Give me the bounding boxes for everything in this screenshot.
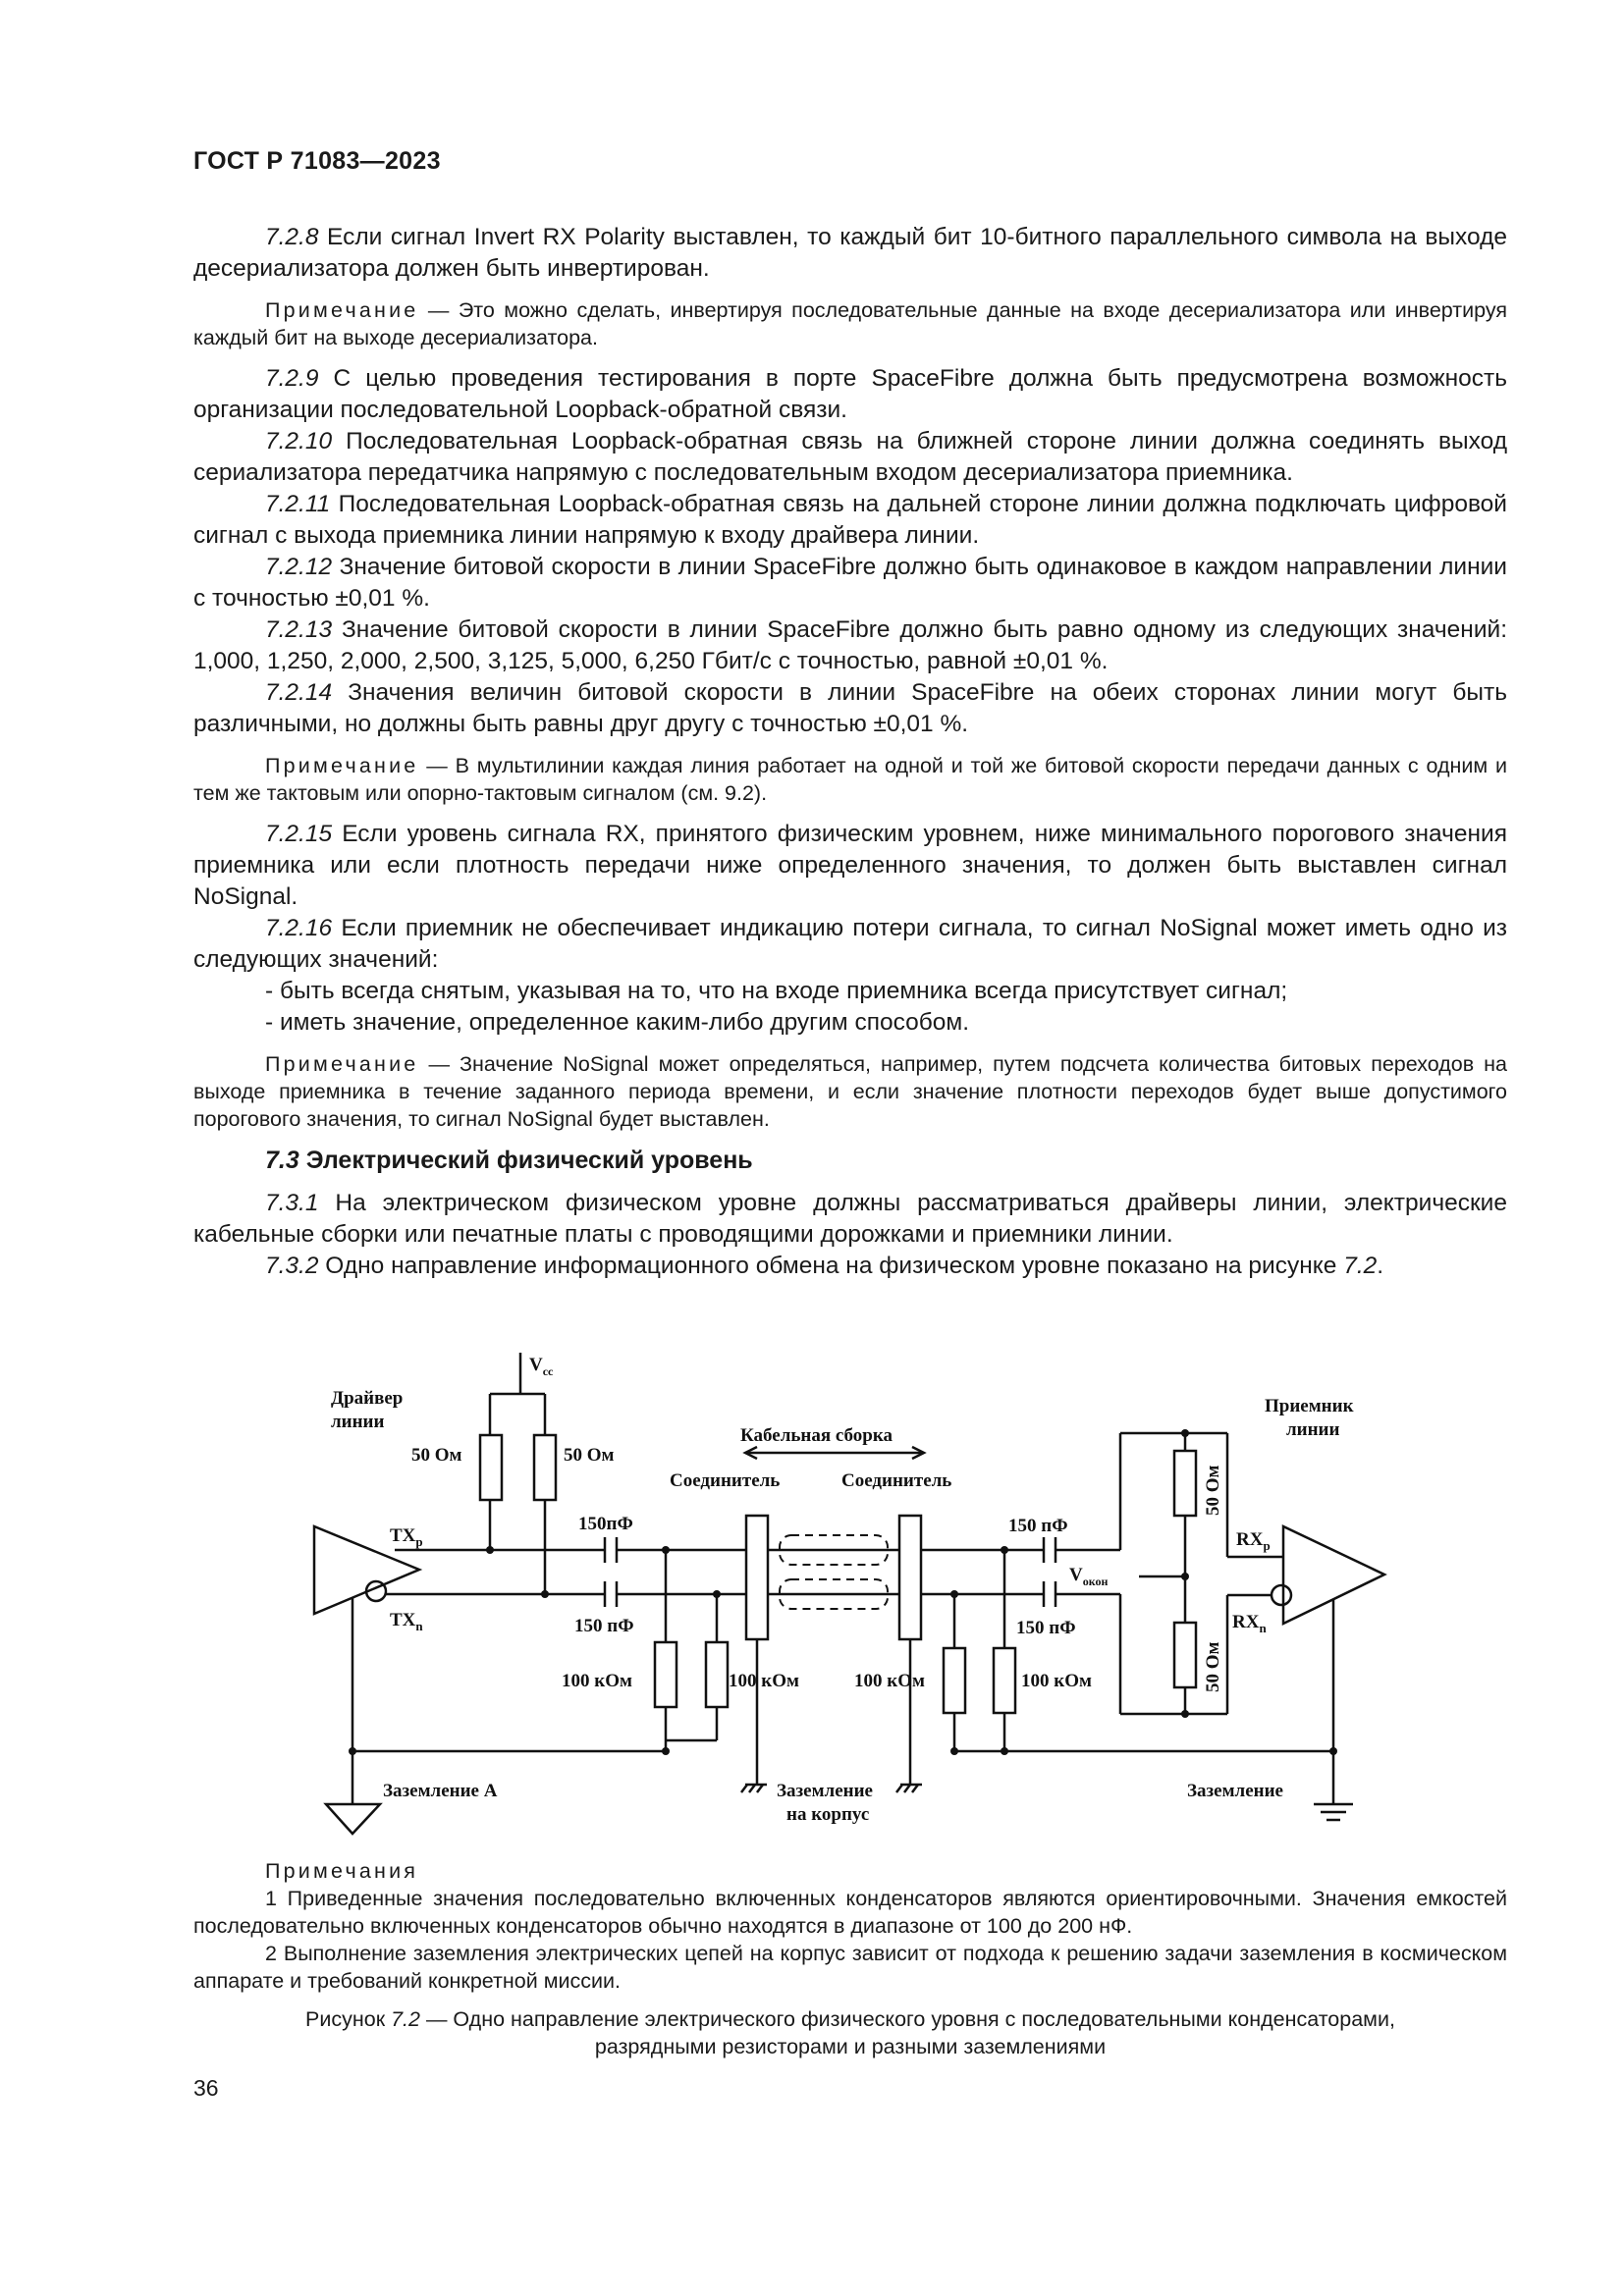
driver-label-line1: Драйвер bbox=[331, 1388, 404, 1409]
vcc-label: $V_{cc}$ bbox=[529, 1355, 554, 1378]
circuit-diagram bbox=[193, 1353, 1507, 1843]
figure-note-item: 2 Выполнение заземления электрических цепей на корпус зависит от подхода к решению задачи заземления в космическом аппарате и требований конкретной миссии. bbox=[193, 1942, 1507, 1993]
figure-caption: Рисунок 7.2 — Одно направление электрического физического уровня с последовательными конденсаторами, разрядными резисторами и разными заземлениями bbox=[305, 2007, 1395, 2058]
connector-left bbox=[746, 1516, 768, 1639]
capacitor-label-tx-bottom: 150 пФ bbox=[574, 1616, 634, 1636]
paragraph-7-3-2: 7.3.2 Одно направление информационного обмена на физическом уровне показано на рисунке 7.2. bbox=[265, 1253, 1384, 1279]
circuit-diagram-figure bbox=[193, 1353, 1507, 1843]
cable-assembly-label: Кабельная сборка bbox=[740, 1425, 893, 1446]
resistor-label-100k-2: 100 кОм bbox=[729, 1671, 799, 1691]
figure-note-item: 1 Приведенные значения последовательно включенных конденсаторов являются ориентировочными. Значения емкостей последовательно включенных конденсаторов обычно находятся в диапазоне от 100 до 200 нФ. bbox=[193, 1887, 1507, 1938]
paragraph-7-2-16: 7.2.16 Если приемник не обеспечивает индикацию потери сигнала, то сигнал NoSignal может иметь одно из следующих значений: bbox=[193, 915, 1507, 973]
connector-right-label: Соединитель bbox=[841, 1470, 952, 1491]
rxn-label: $RX_n$ bbox=[1232, 1612, 1267, 1635]
ground-a-label: Заземление А bbox=[383, 1781, 498, 1801]
resistor-label-100k-4: 100 кОм bbox=[1021, 1671, 1092, 1691]
paragraph-7-3-1: 7.3.1 На электрическом физическом уровне должны рассматриваться драйверы линии, электрические кабельные сборки или печатные платы с проводящими дорожками и приемники линии. bbox=[193, 1190, 1507, 1248]
resistor-label-50-ohm-right: 50 Ом bbox=[564, 1445, 615, 1466]
paragraph-7-2-11: 7.2.11 Последовательная Loopback-обратная связь на дальней стороне линии должна подключать цифровой сигнал с выхода приемника линии напрямую к входу драйвера линии. bbox=[193, 491, 1507, 549]
note-2: Примечание — В мультилинии каждая линия работает на одной и той же битовой скорости передачи данных с одним и тем же тактовым или опорно-тактовым сигналом (см. 9.2). bbox=[193, 754, 1507, 805]
capacitor-label-rx-top: 150 пФ bbox=[1008, 1516, 1068, 1536]
page-header: ГОСТ Р 71083—2023 bbox=[193, 147, 441, 175]
receiver-label-line2: линии bbox=[1286, 1419, 1340, 1440]
note-1: Примечание — Это можно сделать, инвертируя последовательные данные на входе десериализатора или инвертируя каждый бит на выходе десериализатора. bbox=[193, 298, 1507, 349]
capacitor-label-rx-bottom: 150 пФ bbox=[1016, 1618, 1076, 1638]
body-text bbox=[193, 222, 1507, 1282]
connector-right bbox=[899, 1516, 921, 1639]
section-heading-7-3: 7.3 Электрический физический уровень bbox=[265, 1147, 753, 1174]
connector-left-label: Соединитель bbox=[670, 1470, 781, 1491]
ground-right-label: Заземление bbox=[1187, 1781, 1283, 1801]
resistor-label-50-ohm-rx-bottom: 50 Ом bbox=[1203, 1641, 1223, 1692]
resistor-label-100k-3: 100 кОм bbox=[854, 1671, 925, 1691]
chassis-ground-label-line1: Заземление bbox=[777, 1781, 873, 1801]
txp-label: $TX_p$ bbox=[390, 1525, 423, 1549]
figure-notes bbox=[193, 1857, 1507, 1995]
paragraph-7-2-12: 7.2.12 Значение битовой скорости в линии SpaceFibre должно быть одинаковое в каждом направлении линии с точностью ±0,01 %. bbox=[193, 554, 1507, 612]
chassis-ground-label-line2: на корпус bbox=[786, 1804, 870, 1825]
resistor-label-100k-1: 100 кОм bbox=[562, 1671, 632, 1691]
resistor-50-ohm-right bbox=[534, 1435, 556, 1500]
vokon-label: $V_{окон}$ bbox=[1069, 1565, 1109, 1588]
paragraph-7-2-13: 7.2.13 Значение битовой скорости в линии SpaceFibre должно быть равно одному из следующих значений: 1,000, 1,250, 2,000, 2,500, 3,125, 5,000, 6,250 Гбит/с с точностью, равной ±0,01 %. bbox=[193, 616, 1507, 674]
capacitor-label-tx-top: 150пФ bbox=[578, 1514, 633, 1534]
figure-notes-title: Примечания bbox=[265, 1859, 419, 1883]
paragraph-7-2-9: 7.2.9 С целью проведения тестирования в порте SpaceFibre должна быть предусмотрена возможность организации последовательной Loopback-обратной связи. bbox=[193, 365, 1507, 423]
receiver-label-line1: Приемник bbox=[1265, 1396, 1354, 1416]
txn-label: $TX_n$ bbox=[390, 1610, 423, 1633]
paragraph-7-2-15: 7.2.15 Если уровень сигнала RX, принятого физическим уровнем, ниже минимального порогового значения приемника или если плотность передачи ниже определенного значения, то должен быть выставлен сигнал NoSignal. bbox=[193, 821, 1507, 910]
resistor-50-ohm-left bbox=[480, 1435, 502, 1500]
driver-label-line2: линии bbox=[331, 1412, 385, 1432]
paragraph-7-2-14: 7.2.14 Значения величин битовой скорости в линии SpaceFibre на обеих сторонах линии могут быть различными, но должны быть равны друг другу с точностью ±0,01 %. bbox=[193, 679, 1507, 737]
note-3: Примечание — Значение NoSignal может определяться, например, путем подсчета количества битовых переходов на выходе приемника в течение заданного периода времени, и если значение плотности переходов будет выше допустимого порогового значения, то сигнал NoSignal будет выставлен. bbox=[193, 1052, 1507, 1131]
resistor-label-50-ohm-left: 50 Ом bbox=[411, 1445, 462, 1466]
resistor-label-50-ohm-rx-top: 50 Ом bbox=[1203, 1465, 1223, 1516]
paragraph-7-2-8: 7.2.8 Если сигнал Invert RX Polarity выставлен, то каждый бит 10-битного параллельного символа на выходе десериализатора должен быть инвертирован. bbox=[193, 224, 1507, 282]
paragraph-7-2-10: 7.2.10 Последовательная Loopback-обратная связь на ближней стороне линии должна соединять выход сериализатора передатчика напрямую с последовательным входом десериализатора приемника. bbox=[193, 428, 1507, 486]
list-item: - быть всегда снятым, указывая на то, что на входе приемника всегда присутствует сигнал; bbox=[265, 978, 1288, 1004]
page-number: 36 bbox=[193, 2075, 219, 2101]
rxp-label: $RX_p$ bbox=[1236, 1529, 1271, 1553]
list-item: - иметь значение, определенное каким-либо другим способом. bbox=[265, 1009, 970, 1036]
